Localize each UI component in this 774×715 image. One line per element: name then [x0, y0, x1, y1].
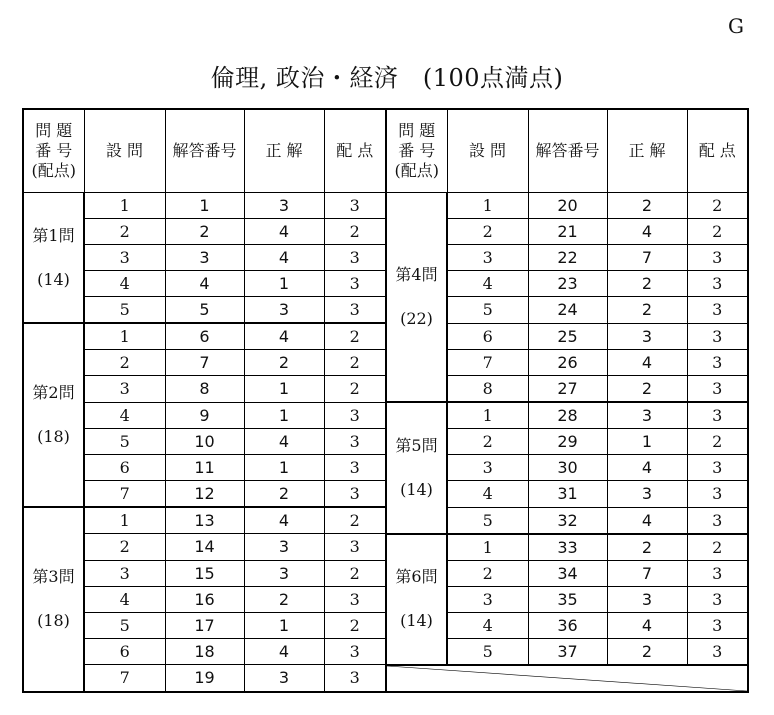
answer-number-cell: 14 — [165, 534, 244, 561]
answer-number-cell: 19 — [165, 665, 244, 692]
header-correct-answer: 正 解 — [244, 109, 324, 193]
correct-answer-cell: 3 — [607, 402, 687, 429]
points-cell: 3 — [324, 429, 386, 455]
header-question-number-line: 問 題 — [398, 121, 436, 140]
sub-question-cell: 5 — [447, 507, 528, 534]
points-cell: 2 — [324, 612, 386, 638]
answer-number-cell: 30 — [528, 455, 607, 481]
points-cell: 3 — [687, 638, 748, 665]
points-cell: 3 — [324, 297, 386, 324]
correct-answer-cell: 2 — [607, 376, 687, 403]
table-row — [23, 376, 748, 403]
correct-answer-cell: 1 — [244, 376, 324, 403]
answer-number-cell: 21 — [528, 219, 607, 245]
sub-question-cell: 4 — [447, 612, 528, 638]
header-question-number-line: (配点) — [394, 161, 439, 180]
answer-number-cell: 9 — [165, 402, 244, 429]
table-row — [23, 638, 748, 665]
answer-number-cell: 4 — [165, 271, 244, 297]
sub-question-cell: 5 — [447, 297, 528, 324]
sub-question-cell: 2 — [447, 219, 528, 245]
answer-number-cell: 12 — [165, 481, 244, 508]
points-cell: 3 — [324, 638, 386, 665]
correct-answer-cell: 4 — [607, 507, 687, 534]
sub-question-cell: 2 — [447, 560, 528, 586]
group-score: (14) — [400, 611, 433, 630]
sub-question-cell: 1 — [84, 193, 165, 219]
group-score: (18) — [37, 427, 70, 446]
correct-answer-cell: 1 — [244, 612, 324, 638]
table-row — [23, 193, 748, 219]
correct-answer-cell: 3 — [244, 297, 324, 324]
header-question-number-line: (配点) — [31, 161, 76, 180]
answer-number-cell: 34 — [528, 560, 607, 586]
correct-answer-cell: 4 — [607, 612, 687, 638]
points-cell: 2 — [687, 534, 748, 561]
answer-number-cell: 31 — [528, 481, 607, 508]
correct-answer-cell: 4 — [244, 245, 324, 271]
correct-answer-cell: 4 — [244, 219, 324, 245]
table-row — [23, 350, 748, 376]
correct-answer-cell: 2 — [607, 193, 687, 219]
sub-question-cell: 3 — [447, 455, 528, 481]
answer-number-cell: 23 — [528, 271, 607, 297]
sub-question-cell: 6 — [84, 455, 165, 481]
correct-answer-cell: 4 — [607, 350, 687, 376]
header-points: 配 点 — [687, 109, 748, 193]
table-row — [23, 534, 748, 561]
points-cell: 3 — [687, 455, 748, 481]
sub-question-cell: 7 — [84, 665, 165, 692]
table-row — [23, 481, 748, 508]
sub-question-cell: 1 — [447, 193, 528, 219]
correct-answer-cell: 3 — [244, 560, 324, 586]
points-cell: 3 — [687, 481, 748, 508]
points-cell: 3 — [324, 665, 386, 692]
points-cell: 3 — [324, 402, 386, 429]
correct-answer-cell: 2 — [607, 534, 687, 561]
group-label-cell — [23, 507, 84, 692]
points-cell: 3 — [687, 586, 748, 612]
answer-number-cell: 11 — [165, 455, 244, 481]
sub-question-cell: 4 — [84, 586, 165, 612]
header-question-number-line: 番 号 — [398, 141, 436, 160]
sub-question-cell: 2 — [84, 350, 165, 376]
sub-question-cell: 7 — [447, 350, 528, 376]
header-question-number-stack — [395, 121, 440, 181]
table-row — [23, 245, 748, 271]
header-answer-number: 解答番号 — [528, 109, 607, 193]
header-question-number-line: 番 号 — [35, 141, 73, 160]
correct-answer-cell: 1 — [244, 455, 324, 481]
header-sub-question: 設 問 — [447, 109, 528, 193]
points-cell: 3 — [324, 481, 386, 508]
answer-number-cell: 7 — [165, 350, 244, 376]
group-label-cell — [386, 402, 447, 534]
table-row — [23, 586, 748, 612]
group-label-cell — [23, 323, 84, 507]
correct-answer-cell: 4 — [607, 219, 687, 245]
sub-question-cell: 3 — [84, 245, 165, 271]
correct-answer-cell: 2 — [244, 481, 324, 508]
group-label-cell — [23, 193, 84, 324]
points-cell: 3 — [687, 402, 748, 429]
answer-number-cell: 37 — [528, 638, 607, 665]
answer-number-cell: 15 — [165, 560, 244, 586]
group-score: (22) — [400, 309, 433, 328]
points-cell: 3 — [324, 271, 386, 297]
table-row — [23, 219, 748, 245]
points-cell: 3 — [687, 297, 748, 324]
table-row — [23, 402, 748, 429]
answer-number-cell: 3 — [165, 245, 244, 271]
sub-question-cell: 7 — [84, 481, 165, 508]
header-question-number — [23, 109, 84, 193]
correct-answer-cell: 4 — [244, 638, 324, 665]
points-cell: 3 — [687, 350, 748, 376]
answer-number-cell: 36 — [528, 612, 607, 638]
points-cell: 2 — [324, 219, 386, 245]
sub-question-cell: 2 — [84, 219, 165, 245]
header-points: 配 点 — [324, 109, 386, 193]
sub-question-cell: 1 — [447, 534, 528, 561]
correct-answer-cell: 2 — [607, 638, 687, 665]
correct-answer-cell: 1 — [244, 271, 324, 297]
points-cell: 2 — [324, 560, 386, 586]
answer-number-cell: 22 — [528, 245, 607, 271]
answer-number-cell: 33 — [528, 534, 607, 561]
group-score: (18) — [37, 611, 70, 631]
correct-answer-cell: 3 — [244, 534, 324, 561]
points-cell: 3 — [687, 376, 748, 403]
sub-question-cell: 3 — [447, 245, 528, 271]
points-cell: 3 — [687, 560, 748, 586]
table-row — [23, 665, 748, 692]
correct-answer-cell: 4 — [607, 455, 687, 481]
table-row — [23, 297, 748, 324]
answer-number-cell: 6 — [165, 323, 244, 350]
correct-answer-cell: 3 — [607, 586, 687, 612]
group-name: 第3問 — [32, 567, 75, 587]
header-question-number-line: 問 題 — [35, 121, 73, 140]
header-question-number-stack — [32, 121, 77, 181]
table-row — [23, 612, 748, 638]
correct-answer-cell: 3 — [244, 665, 324, 692]
correct-answer-cell: 2 — [244, 586, 324, 612]
sub-question-cell: 5 — [84, 429, 165, 455]
sub-question-cell: 4 — [447, 481, 528, 508]
answer-number-cell: 18 — [165, 638, 244, 665]
answer-number-cell: 13 — [165, 507, 244, 534]
correct-answer-cell: 2 — [607, 297, 687, 324]
answer-number-cell: 2 — [165, 219, 244, 245]
header-sub-question: 設 問 — [84, 109, 165, 193]
table-row — [23, 323, 748, 350]
diagonal-strike — [387, 666, 747, 691]
sub-question-cell: 1 — [84, 507, 165, 534]
points-cell: 2 — [324, 323, 386, 350]
answer-number-cell: 35 — [528, 586, 607, 612]
answer-number-cell: 16 — [165, 586, 244, 612]
correct-answer-cell: 3 — [607, 323, 687, 350]
points-cell: 2 — [687, 193, 748, 219]
points-cell: 2 — [324, 350, 386, 376]
page-title: 倫理, 政治・経済 (100点満点) — [210, 64, 564, 92]
sub-question-cell: 2 — [84, 534, 165, 561]
points-cell: 3 — [687, 271, 748, 297]
group-score: (14) — [400, 479, 433, 499]
points-cell: 3 — [324, 455, 386, 481]
points-cell: 3 — [324, 534, 386, 561]
group-name: 第1問 — [32, 225, 75, 245]
correct-answer-cell: 1 — [244, 402, 324, 429]
sub-question-cell: 3 — [84, 560, 165, 586]
header-question-number — [386, 109, 447, 193]
correct-answer-cell: 3 — [607, 481, 687, 508]
correct-answer-cell: 7 — [607, 245, 687, 271]
points-cell: 3 — [687, 507, 748, 534]
form-code: G — [728, 14, 744, 38]
answer-number-cell: 25 — [528, 323, 607, 350]
points-cell: 3 — [687, 612, 748, 638]
sub-question-cell: 5 — [84, 297, 165, 324]
answer-number-cell: 20 — [528, 193, 607, 219]
correct-answer-cell: 4 — [244, 323, 324, 350]
answer-number-cell: 24 — [528, 297, 607, 324]
sub-question-cell: 4 — [447, 271, 528, 297]
group-name: 第5問 — [395, 435, 438, 455]
answer-number-cell: 27 — [528, 376, 607, 403]
correct-answer-cell: 4 — [244, 507, 324, 534]
answer-number-cell: 26 — [528, 350, 607, 376]
answer-number-cell: 5 — [165, 297, 244, 324]
points-cell: 3 — [324, 193, 386, 219]
header-correct-answer: 正 解 — [607, 109, 687, 193]
answer-number-cell: 29 — [528, 429, 607, 455]
table-row — [23, 560, 748, 586]
sub-question-cell: 1 — [84, 323, 165, 350]
sub-question-cell: 1 — [447, 402, 528, 429]
table-row — [23, 429, 748, 455]
correct-answer-cell: 2 — [607, 271, 687, 297]
sub-question-cell: 4 — [84, 402, 165, 429]
group-name: 第2問 — [32, 383, 75, 402]
answer-number-cell: 1 — [165, 193, 244, 219]
answer-number-cell: 28 — [528, 402, 607, 429]
correct-answer-cell: 4 — [244, 429, 324, 455]
header-row — [23, 109, 748, 193]
empty-cell — [386, 665, 748, 692]
table-row — [23, 271, 748, 297]
group-label-cell — [386, 193, 447, 403]
group-score: (14) — [37, 269, 70, 289]
sub-question-cell: 6 — [84, 638, 165, 665]
answer-table — [22, 108, 749, 693]
table-row — [23, 455, 748, 481]
correct-answer-cell: 7 — [607, 560, 687, 586]
sub-question-cell: 3 — [84, 376, 165, 403]
correct-answer-cell: 1 — [607, 429, 687, 455]
group-name: 第6問 — [395, 567, 438, 586]
points-cell: 3 — [324, 586, 386, 612]
points-cell: 2 — [324, 507, 386, 534]
points-cell: 3 — [687, 245, 748, 271]
sub-question-cell: 4 — [84, 271, 165, 297]
points-cell: 2 — [687, 219, 748, 245]
sub-question-cell: 3 — [447, 586, 528, 612]
sub-question-cell: 8 — [447, 376, 528, 403]
sub-question-cell: 6 — [447, 323, 528, 350]
sub-question-cell: 5 — [447, 638, 528, 665]
answer-number-cell: 8 — [165, 376, 244, 403]
group-label-cell — [386, 534, 447, 665]
points-cell: 2 — [324, 376, 386, 403]
answer-number-cell: 17 — [165, 612, 244, 638]
answer-number-cell: 10 — [165, 429, 244, 455]
answer-number-cell: 32 — [528, 507, 607, 534]
header-answer-number: 解答番号 — [165, 109, 244, 193]
table-row — [23, 507, 748, 534]
points-cell: 3 — [687, 323, 748, 350]
correct-answer-cell: 3 — [244, 193, 324, 219]
sub-question-cell: 5 — [84, 612, 165, 638]
correct-answer-cell: 2 — [244, 350, 324, 376]
points-cell: 3 — [324, 245, 386, 271]
sub-question-cell: 2 — [447, 429, 528, 455]
points-cell: 2 — [687, 429, 748, 455]
group-name: 第4問 — [395, 265, 438, 284]
